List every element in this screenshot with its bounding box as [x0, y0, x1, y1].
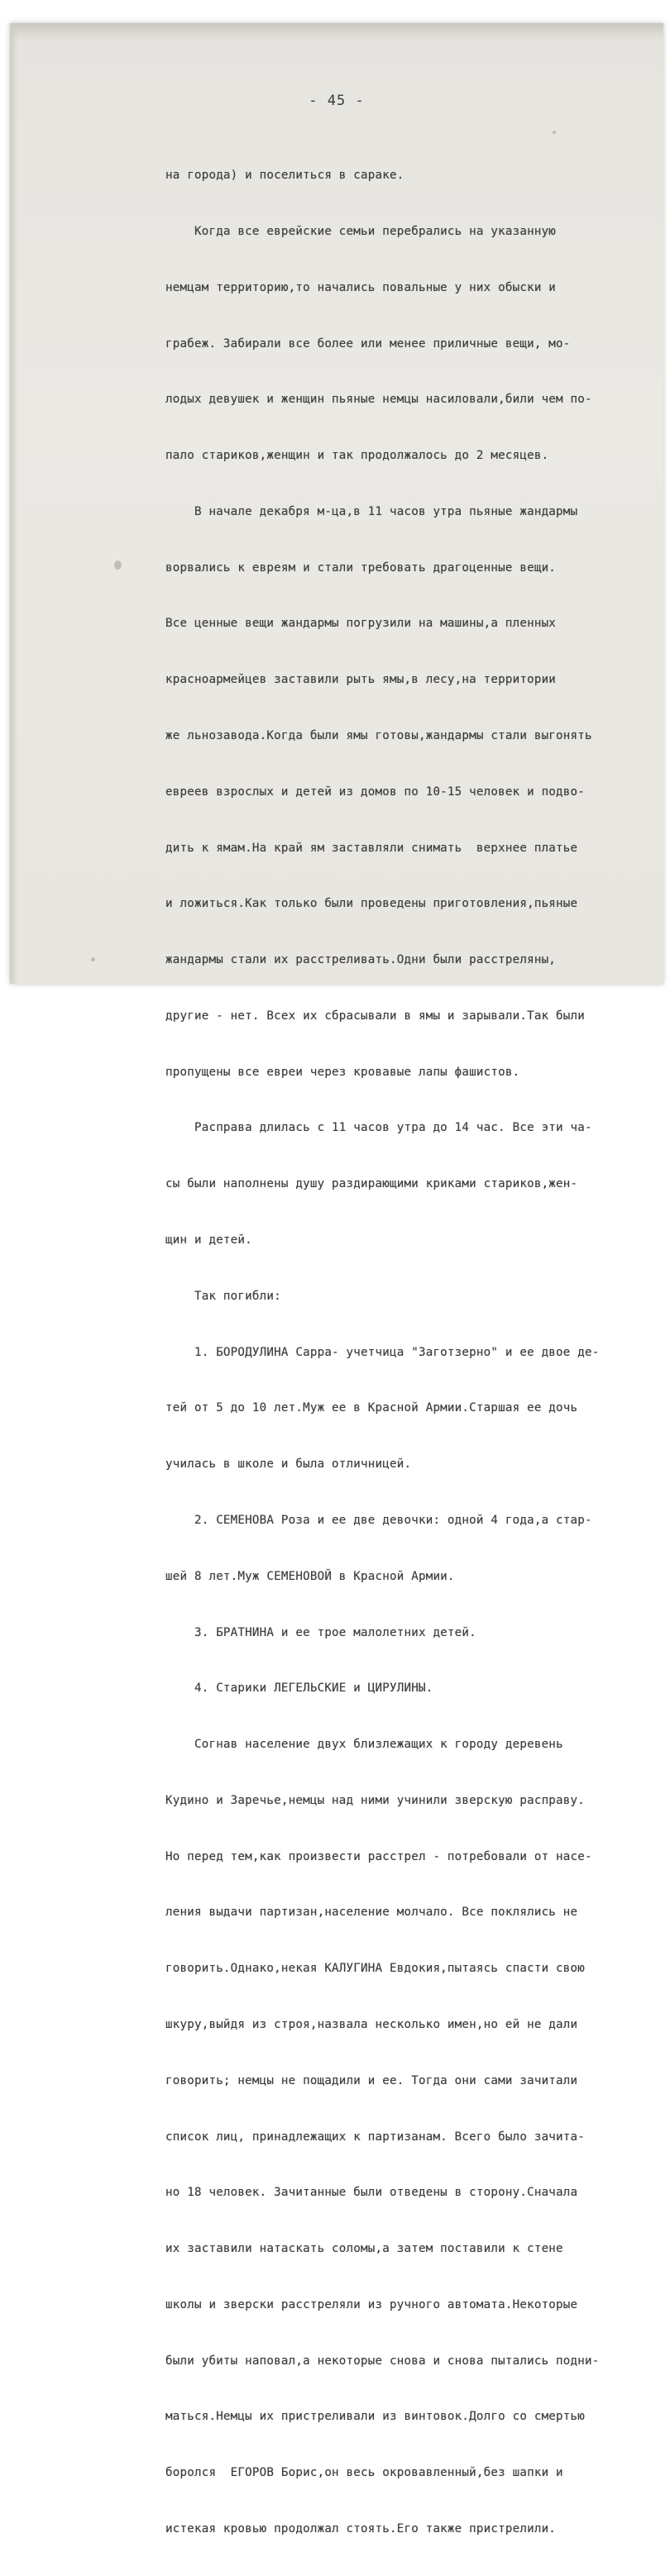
text-line: красноармейцев заставили рыть ямы,в лесу,на территории [165, 673, 557, 687]
text-line: говорить.Однако,некая КАЛУГИНА Евдокия,пытаясь спасти свою [165, 1962, 586, 1976]
text-line: В начале декабря м-ца,в 11 часов утра пьяные жандармы [165, 504, 578, 518]
text-line: ления выдачи партизан,население молчало. Все поклялись не [165, 1906, 578, 1920]
text-line: евреев взрослых и детей из домов по 10-15 человек и подво- [165, 785, 586, 799]
text-line: немцам территорию,то начались повальные у них обыски и [165, 280, 557, 294]
text-line: щин и детей. [165, 1233, 252, 1247]
text-line: лодых девушек и женщин пьяные немцы насиловали,били чем по- [165, 393, 592, 407]
text-line: говорить; немцы не пощадили и ее. Тогда они сами зачитали [165, 2073, 578, 2087]
text-line: сы были наполнены душу раздирающими криками стариков,жен- [165, 1177, 578, 1191]
text-line: шей 8 лет.Муж СЕМЕНОВОЙ в Красной Армии. [165, 1569, 455, 1583]
text-line: истекая кровью продолжал стоять.Его также пристрелили. [165, 2522, 557, 2535]
text-line: дить к ямам.На край ям заставляли снимать верхнее платье [165, 841, 578, 855]
text-line: Согнав население двух близлежащих к городу деревень [165, 1738, 563, 1752]
text-line: грабеж. Забирали все более или менее приличные вещи, мо- [165, 336, 571, 351]
paper-stain [114, 561, 122, 570]
text-line: шкуру,выйдя из строя,назвала несколько имен,но ей не дали [165, 2017, 578, 2031]
text-line: список лиц, принадлежащих к партизанам. Всего было зачита- [165, 2130, 586, 2144]
text-line: Так погибли: [165, 1289, 281, 1303]
page-number: - 45 - [309, 93, 365, 109]
paper-stain [553, 131, 556, 134]
paper-stain [91, 957, 95, 961]
text-line: Когда все еврейские семьи перебрались на указанную [165, 224, 557, 238]
text-line: на города) и поселиться в сараке. [165, 169, 404, 183]
text-line: 3. БРАТНИНА и ее трое малолетних детей. [165, 1625, 476, 1639]
text-line: жандармы стали их расстреливать.Одни были расстреляны, [165, 953, 557, 967]
page-body [165, 129, 645, 2576]
text-line: Расправа длилась с 11 часов утра до 14 час. Все эти ча- [165, 1121, 592, 1135]
text-line: пало стариков,женщин и так продолжалось до 2 месяцев. [165, 449, 549, 463]
text-line: 4. Старики ЛЕГЕЛЬСКИЕ и ЦИРУЛИНЫ. [165, 1682, 433, 1696]
text-line: их заставили натаскать соломы,а затем поставили к стене [165, 2242, 563, 2256]
text-line: Кудино и Заречье,немцы над ними учинили зверскую расправу. [165, 1793, 586, 1807]
text-line: боролся ЕГОРОВ Борис,он весь окровавленный,без шапки и [165, 2466, 563, 2480]
text-line: Но перед тем,как произвести расстрел - потребовали от насе- [165, 1849, 592, 1863]
text-line: Все ценные вещи жандармы погрузили на машины,а пленных [165, 617, 557, 631]
text-line: пропущены все евреи через кровавые лапы фашистов. [165, 1065, 520, 1079]
text-line: тей от 5 до 10 лет.Муж ее в Красной Армии.Старшая ее дочь [165, 1401, 578, 1415]
text-line: же льнозавода.Когда были ямы готовы,жандармы стали выгонять [165, 729, 592, 742]
text-line: другие - нет. Всех их сбрасывали в ямы и зарывали.Так были [165, 1009, 586, 1023]
text-line: 1. БОРОДУЛИНА Сарра- учетчица "Заготзерно" и ее двое де- [165, 1345, 600, 1359]
typewritten-page [10, 23, 663, 2535]
text-line: ворвались к евреям и стали требовать драгоценные вещи. [165, 561, 557, 575]
text-line: маться.Немцы их пристреливали из винтовок.Долго со смертью [165, 2410, 586, 2424]
text-line: училась в школе и была отличницей. [165, 1457, 412, 1472]
text-line: школы и зверски расстреляли из ручного автомата.Некоторые [165, 2297, 578, 2311]
text-line: были убиты наповал,а некоторые снова и снова пытались подни- [165, 2354, 600, 2368]
text-line: но 18 человек. Зачитанные были отведены в сторону.Сначала [165, 2186, 578, 2200]
text-line: 2. СЕМЕНОВА Роза и ее две девочки: одной 4 года,а стар- [165, 1513, 592, 1527]
text-line: и ложиться.Как только были проведены приготовления,пьяные [165, 897, 578, 911]
